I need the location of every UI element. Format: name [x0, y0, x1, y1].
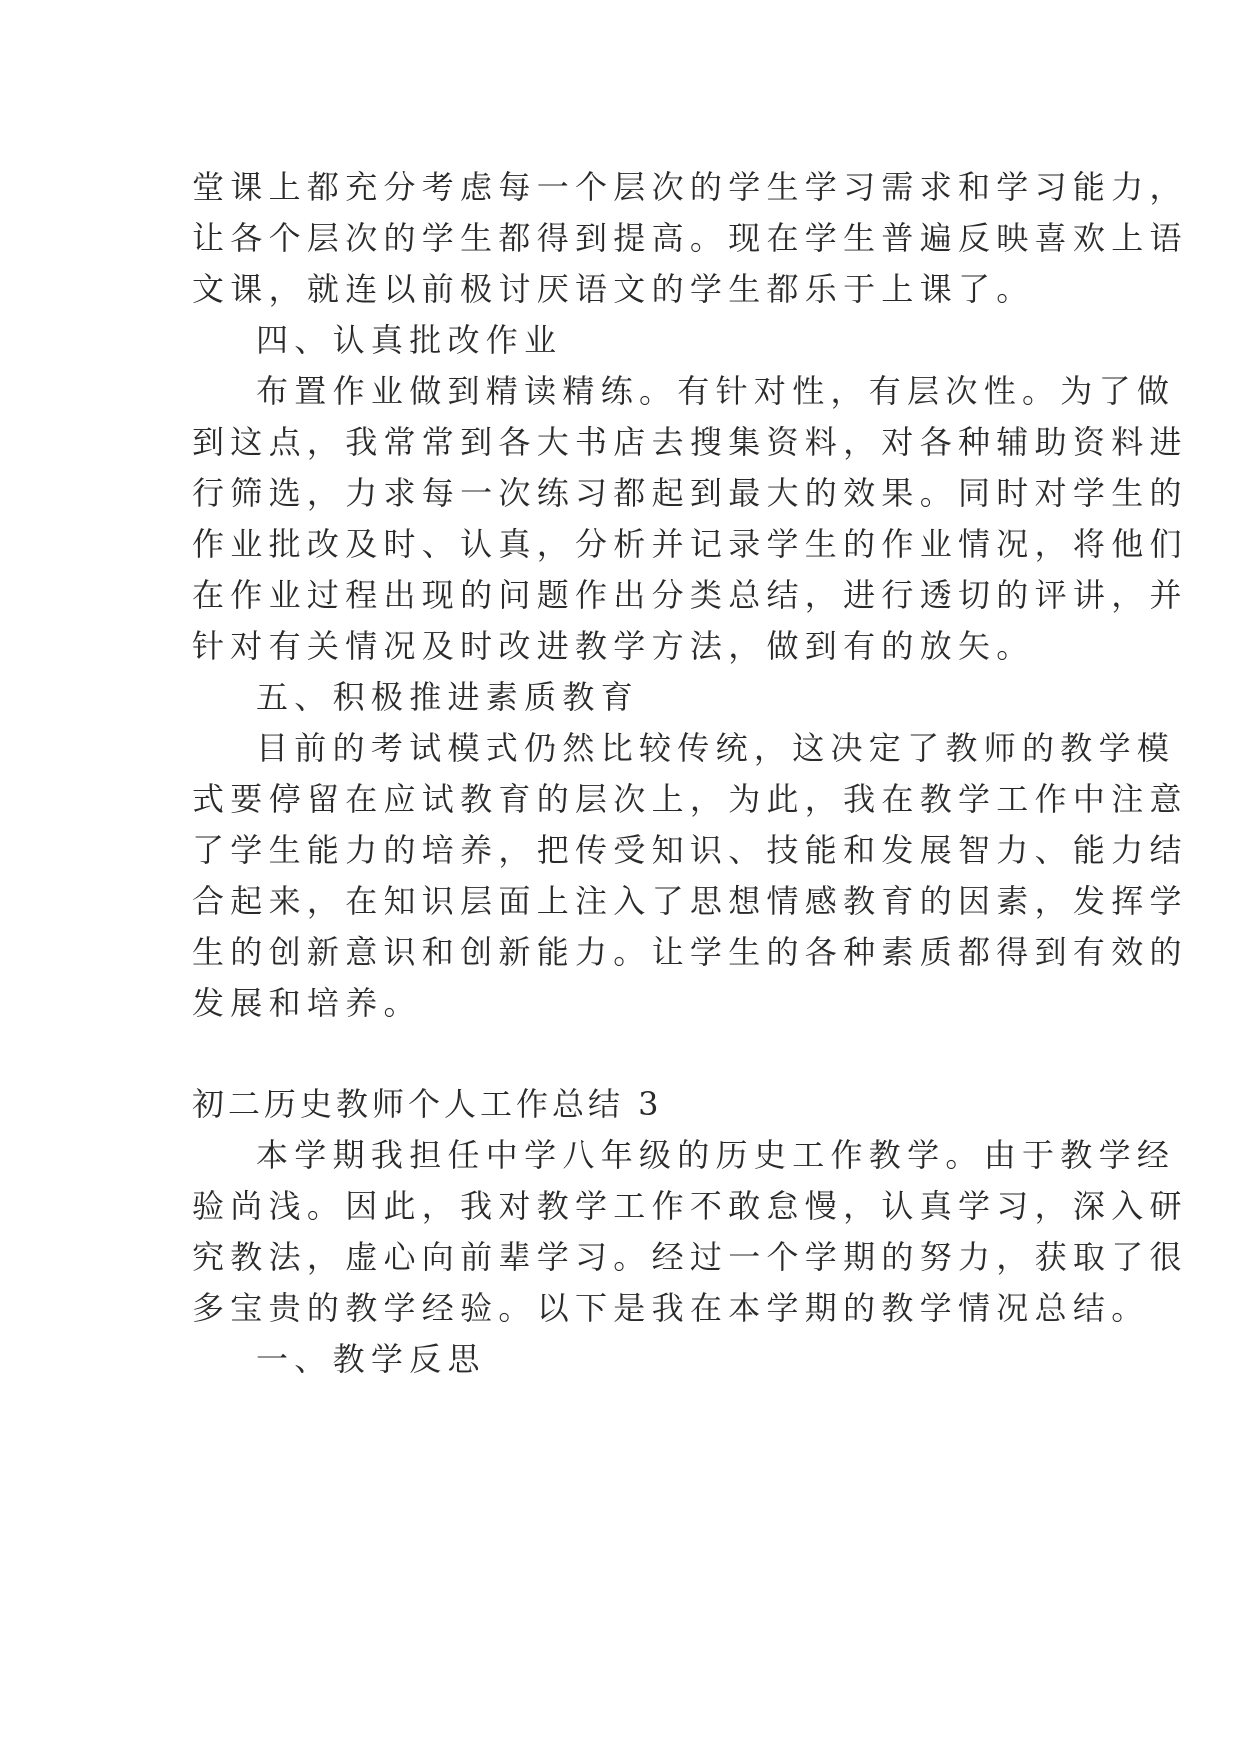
paragraph-continued	[192, 162, 1188, 315]
text-line: 到这点，我常常到各大书店去搜集资料，对各种辅助资料进	[192, 423, 1188, 461]
section-title	[192, 1079, 1052, 1130]
text-line: 在作业过程出现的问题作出分类总结，进行透切的评讲，并	[192, 576, 1188, 614]
text-line: 布置作业做到精读精练。有针对性，有层次性。为了做	[256, 372, 1176, 410]
text-line: 生的创新意识和创新能力。让学生的各种素质都得到有效的	[192, 933, 1188, 971]
text-line: 合起来，在知识层面上注入了思想情感教育的因素，发挥学	[192, 882, 1188, 920]
text-line: 验尚浅。因此，我对教学工作不敢怠慢，认真学习，深入研	[192, 1187, 1188, 1225]
text-line: 多宝贵的教学经验。以下是我在本学期的教学情况总结。	[192, 1289, 1150, 1327]
text-line: 式要停留在应试教育的层次上，为此，我在教学工作中注意	[192, 780, 1188, 818]
heading-text: 四、认真批改作业	[256, 321, 563, 359]
heading-section-5	[192, 672, 1052, 723]
text-line: 发展和培养。	[192, 984, 422, 1022]
heading-section-1	[192, 1334, 1052, 1385]
text-line: 究教法，虚心向前辈学习。经过一个学期的努力，获取了很	[192, 1238, 1188, 1276]
text-line: 让各个层次的学生都得到提高。现在学生普遍反映喜欢上语	[192, 219, 1188, 257]
heading-section-4	[192, 315, 1052, 366]
heading-text: 一、教学反思	[256, 1340, 486, 1378]
text-line: 文课，就连以前极讨厌语文的学生都乐于上课了。	[192, 270, 1035, 308]
text-line: 作业批改及时、认真，分析并记录学生的作业情况，将他们	[192, 525, 1188, 563]
section-title-text: 初二历史教师个人工作总结 3	[192, 1085, 663, 1123]
heading-text: 五、积极推进素质教育	[256, 678, 640, 716]
text-line: 堂课上都充分考虑每一个层次的学生学习需求和学习能力，	[192, 168, 1188, 206]
text-line: 目前的考试模式仍然比较传统，这决定了教师的教学模	[256, 729, 1176, 767]
paragraph-quality-education	[192, 723, 1188, 1029]
text-line: 行筛选，力求每一次练习都起到最大的效果。同时对学生的	[192, 474, 1188, 512]
text-line: 针对有关情况及时改进教学方法，做到有的放矢。	[192, 627, 1035, 665]
paragraph-intro	[192, 1130, 1188, 1334]
text-line: 本学期我担任中学八年级的历史工作教学。由于教学经	[256, 1136, 1176, 1174]
paragraph-homework	[192, 366, 1188, 672]
text-line: 了学生能力的培养，把传受知识、技能和发展智力、能力结	[192, 831, 1188, 869]
